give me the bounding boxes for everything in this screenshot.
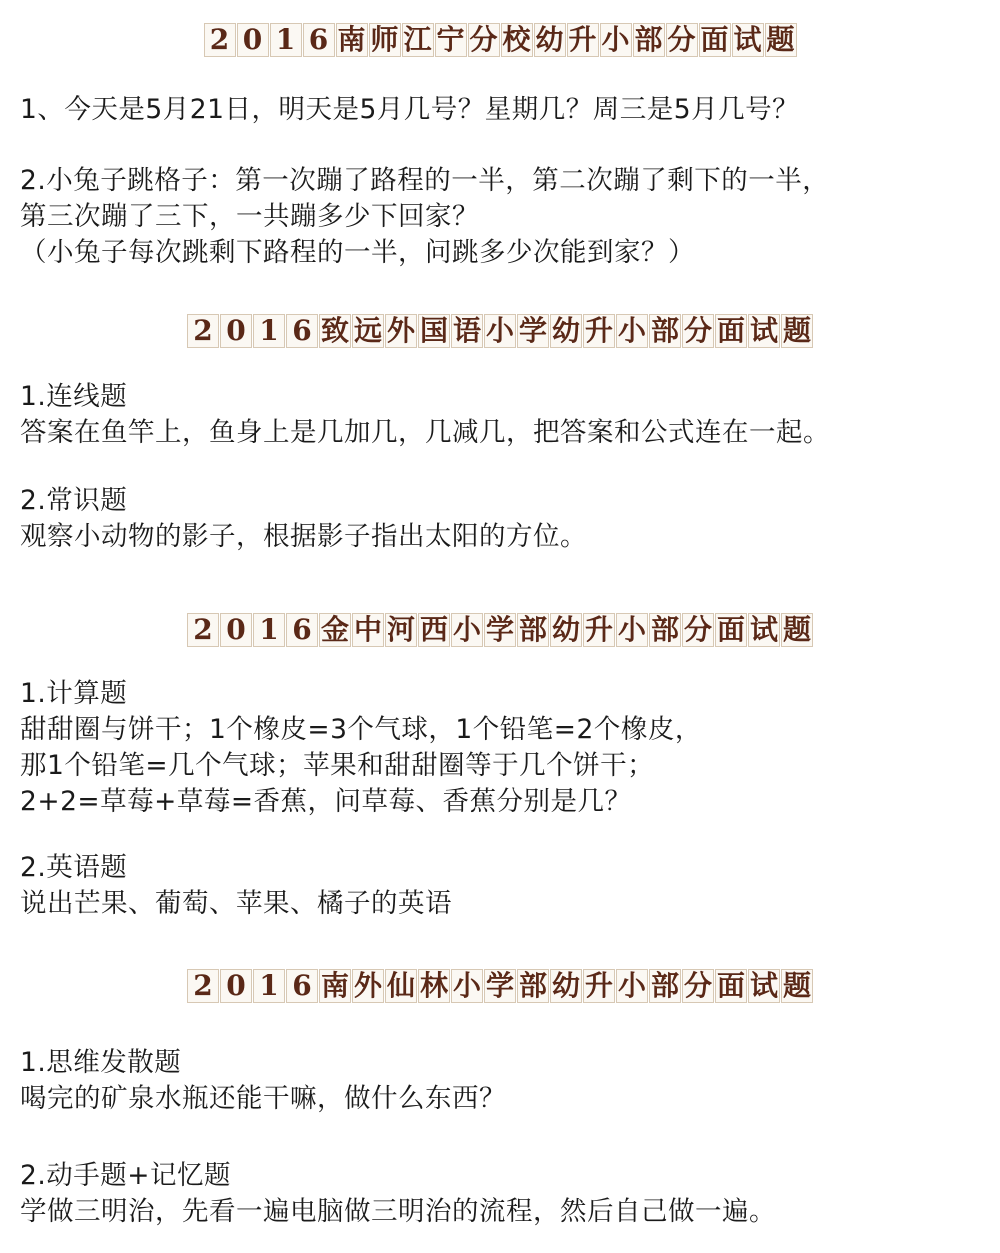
question-2-1: [20, 379, 995, 451]
title-char-tile: 小: [485, 314, 514, 347]
title-char-tile: 语: [452, 314, 481, 347]
question-heading: 1.思维发散题: [20, 1047, 182, 1078]
title-char-tile: 小: [452, 969, 481, 1002]
title-char-tile: 试: [749, 314, 778, 347]
title-char-tile: 小: [617, 613, 646, 646]
title-char-tile: 小: [617, 314, 646, 347]
title-char-tile: 0: [220, 613, 252, 647]
question-line: 第三次蹦了三下，一共蹦多少下回家？: [20, 201, 479, 232]
title-char-tile: 0: [237, 23, 269, 57]
title-char-tile: 题: [766, 23, 795, 56]
question-1-2: [20, 163, 995, 271]
title-char-tile: 林: [419, 969, 448, 1002]
question-line: 观察小动物的影子，根据影子指出太阳的方位。: [20, 521, 587, 552]
title-char-tile: 1: [253, 969, 285, 1003]
title-char-tile: 分: [683, 613, 712, 646]
question-4-2: [20, 1158, 995, 1230]
title-char-tile: 师: [370, 23, 399, 56]
title-char-tile: 面: [716, 613, 745, 646]
question-heading: 1.连线题: [20, 381, 128, 412]
title-char-tile: 小: [452, 613, 481, 646]
title-char-tile: 6: [286, 969, 318, 1003]
title-char-tile: 南: [320, 969, 349, 1002]
section-title-3: [0, 610, 1000, 650]
title-char-tile: 升: [584, 613, 613, 646]
title-char-tile: 面: [700, 23, 729, 56]
title-char-tile: 部: [518, 613, 547, 646]
title-char-tile: 题: [782, 969, 811, 1002]
title-char-tile: 国: [419, 314, 448, 347]
title-char-tile: 幼: [551, 969, 580, 1002]
title-tiles: [187, 969, 813, 1003]
section-title-4: [0, 966, 1000, 1006]
title-char-tile: 面: [716, 314, 745, 347]
title-char-tile: 小: [601, 23, 630, 56]
title-char-tile: 试: [749, 969, 778, 1002]
title-char-tile: 升: [568, 23, 597, 56]
title-char-tile: 仙: [386, 969, 415, 1002]
title-char-tile: 幼: [551, 613, 580, 646]
question-line: 说出芒果、葡萄、苹果、橘子的英语: [20, 888, 452, 919]
title-char-tile: 2: [187, 969, 219, 1003]
title-char-tile: 分: [667, 23, 696, 56]
question-line: 2+2=草莓+草莓=香蕉，问草莓、香蕉分别是几？: [20, 786, 632, 817]
title-char-tile: 部: [650, 969, 679, 1002]
question-line: 喝完的矿泉水瓶还能干嘛，做什么东西？: [20, 1083, 506, 1114]
title-char-tile: 分: [683, 314, 712, 347]
title-char-tile: 部: [518, 969, 547, 1002]
title-char-tile: 6: [303, 23, 335, 57]
title-char-tile: 升: [584, 969, 613, 1002]
title-char-tile: 分: [469, 23, 498, 56]
title-char-tile: 金: [320, 613, 349, 646]
question-line: 2.小兔子跳格子：第一次蹦了路程的一半，第二次蹦了剩下的一半，: [20, 165, 830, 196]
title-char-tile: 1: [253, 613, 285, 647]
question-line: 1、今天是5月21日，明天是5月几号？星期几？周三是5月几号？: [20, 94, 800, 125]
title-char-tile: 分: [683, 969, 712, 1002]
question-2-2: [20, 483, 995, 555]
question-heading: 2.动手题+记忆题: [20, 1160, 231, 1191]
title-tiles: [187, 314, 813, 348]
title-char-tile: 远: [353, 314, 382, 347]
title-char-tile: 部: [650, 314, 679, 347]
title-char-tile: 2: [204, 23, 236, 57]
question-1-1: [20, 92, 995, 128]
title-char-tile: 面: [716, 969, 745, 1002]
question-heading: 2.常识题: [20, 485, 128, 516]
section-title-1: [0, 20, 1000, 60]
title-char-tile: 6: [286, 314, 318, 348]
question-line: 答案在鱼竿上，鱼身上是几加几，几减几，把答案和公式连在一起。: [20, 417, 830, 448]
title-char-tile: 0: [220, 314, 252, 348]
title-char-tile: 0: [220, 969, 252, 1003]
title-char-tile: 外: [353, 969, 382, 1002]
title-char-tile: 河: [386, 613, 415, 646]
question-heading: 2.英语题: [20, 852, 128, 883]
title-char-tile: 学: [485, 613, 514, 646]
title-char-tile: 江: [403, 23, 432, 56]
question-3-1: [20, 676, 995, 820]
title-char-tile: 幼: [551, 314, 580, 347]
question-line: 甜甜圈与饼干；1个橡皮=3个气球，1个铅笔=2个橡皮，: [20, 714, 702, 745]
title-tiles: [204, 23, 797, 57]
title-char-tile: 试: [749, 613, 778, 646]
title-char-tile: 1: [270, 23, 302, 57]
title-char-tile: 部: [634, 23, 663, 56]
title-char-tile: 学: [518, 314, 547, 347]
title-char-tile: 西: [419, 613, 448, 646]
title-char-tile: 外: [386, 314, 415, 347]
question-heading: 1.计算题: [20, 678, 128, 709]
title-char-tile: 题: [782, 314, 811, 347]
question-4-1: [20, 1045, 995, 1117]
question-3-2: [20, 850, 995, 922]
title-char-tile: 南: [337, 23, 366, 56]
title-char-tile: 幼: [535, 23, 564, 56]
section-title-2: [0, 311, 1000, 351]
title-char-tile: 部: [650, 613, 679, 646]
question-line: 学做三明治，先看一遍电脑做三明治的流程，然后自己做一遍。: [20, 1196, 776, 1227]
question-line: 那1个铅笔=几个气球；苹果和甜甜圈等于几个饼干；: [20, 750, 655, 781]
title-char-tile: 2: [187, 613, 219, 647]
title-char-tile: 校: [502, 23, 531, 56]
title-char-tile: 中: [353, 613, 382, 646]
title-char-tile: 小: [617, 969, 646, 1002]
title-char-tile: 宁: [436, 23, 465, 56]
title-char-tile: 学: [485, 969, 514, 1002]
question-line: （小兔子每次跳剩下路程的一半，问跳多少次能到家？）: [20, 237, 695, 268]
title-char-tile: 致: [320, 314, 349, 347]
title-char-tile: 试: [733, 23, 762, 56]
title-char-tile: 1: [253, 314, 285, 348]
title-char-tile: 升: [584, 314, 613, 347]
title-tiles: [187, 613, 813, 647]
title-char-tile: 6: [286, 613, 318, 647]
title-char-tile: 题: [782, 613, 811, 646]
title-char-tile: 2: [187, 314, 219, 348]
